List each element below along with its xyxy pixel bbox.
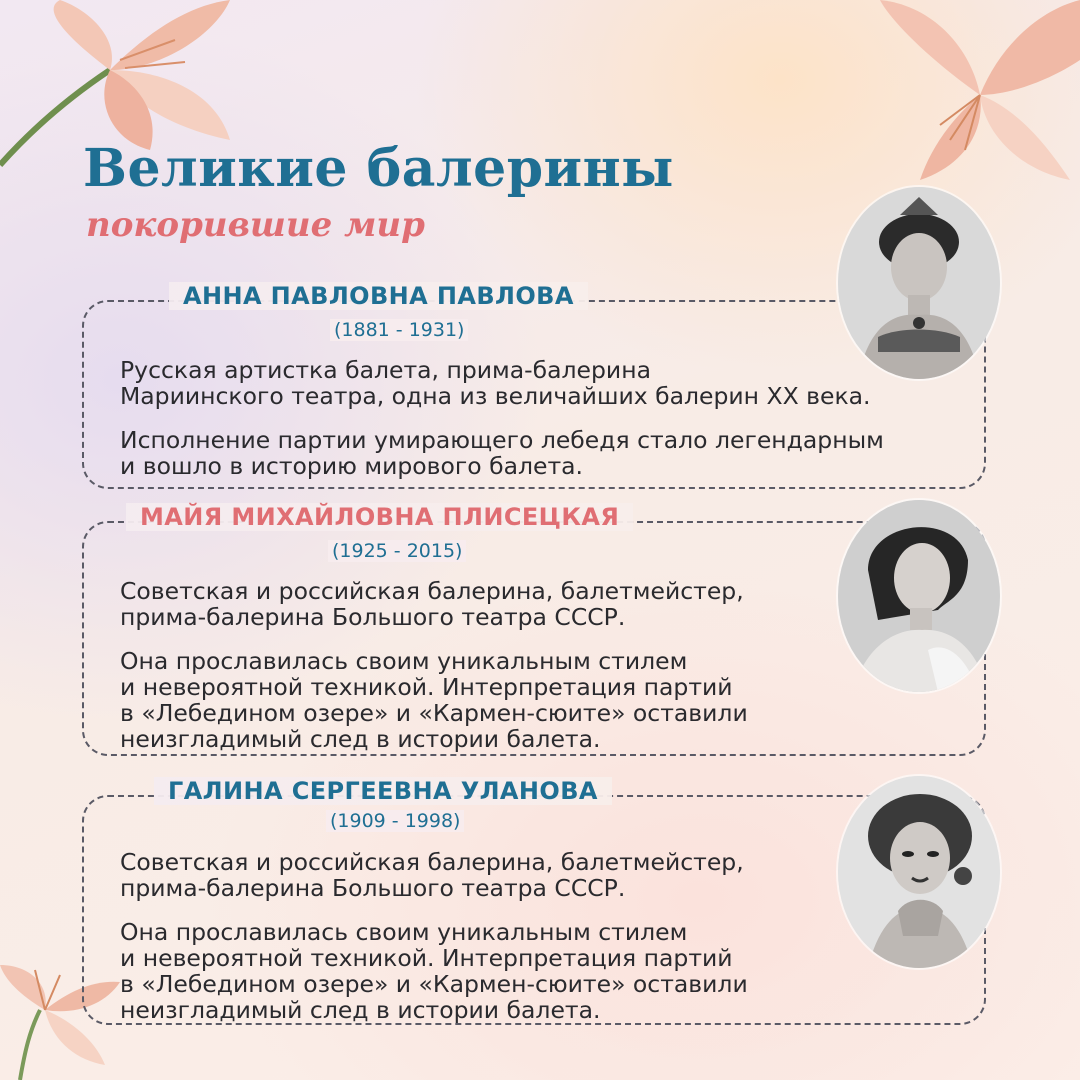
portrait-photo-icon (838, 500, 1000, 692)
portrait-photo-icon (838, 187, 1000, 379)
portrait-photo-icon (838, 776, 1000, 968)
page-title: Великие балерины (83, 138, 674, 199)
page-subtitle: покорившие мир (86, 205, 425, 245)
ballerina-achievement: Исполнение партии умирающего лебедя стало легендарным и вошло в историю мирового балета. (120, 426, 884, 480)
lily-flower-top-right-decoration (870, 0, 1080, 190)
ballerina-achievement: Она прославилась своим уникальным стилем и невероятной техникой. Интерпретация партий в «Лебедином озере» и «Кармен-сюите» оставили неизгладимый след в истории балета. (120, 918, 748, 1024)
ballerina-description: Советская и российская балерина, балетмейстер, прима-балерина Большого театра СССР. (120, 848, 744, 902)
ballerina-name: ГАЛИНА СЕРГЕЕВНА УЛАНОВА (154, 777, 612, 805)
ballerina-years: (1909 - 1998) (326, 810, 464, 832)
portrait-pavlova (838, 187, 1000, 379)
ballerina-name: МАЙЯ МИХАЙЛОВНА ПЛИСЕЦКАЯ (126, 503, 633, 531)
ballerina-description: Советская и российская балерина, балетмейстер, прима-балерина Большого театра СССР. (120, 577, 744, 631)
ballerina-years: (1925 - 2015) (328, 540, 466, 562)
portrait-ulanova (838, 776, 1000, 968)
ballerina-description: Русская артистка балета, прима-балерина Мариинского театра, одна из величайших балерин XX века. (120, 356, 871, 410)
ballerina-achievement: Она прославилась своим уникальным стилем и невероятной техникой. Интерпретация партий в «Лебедином озере» и «Кармен-сюите» оставили неизгладимый след в истории балета. (120, 647, 748, 753)
ballerina-years: (1881 - 1931) (330, 319, 468, 341)
ballerina-name: АННА ПАВЛОВНА ПАВЛОВА (169, 282, 588, 310)
portrait-plisetskaya (838, 500, 1000, 692)
